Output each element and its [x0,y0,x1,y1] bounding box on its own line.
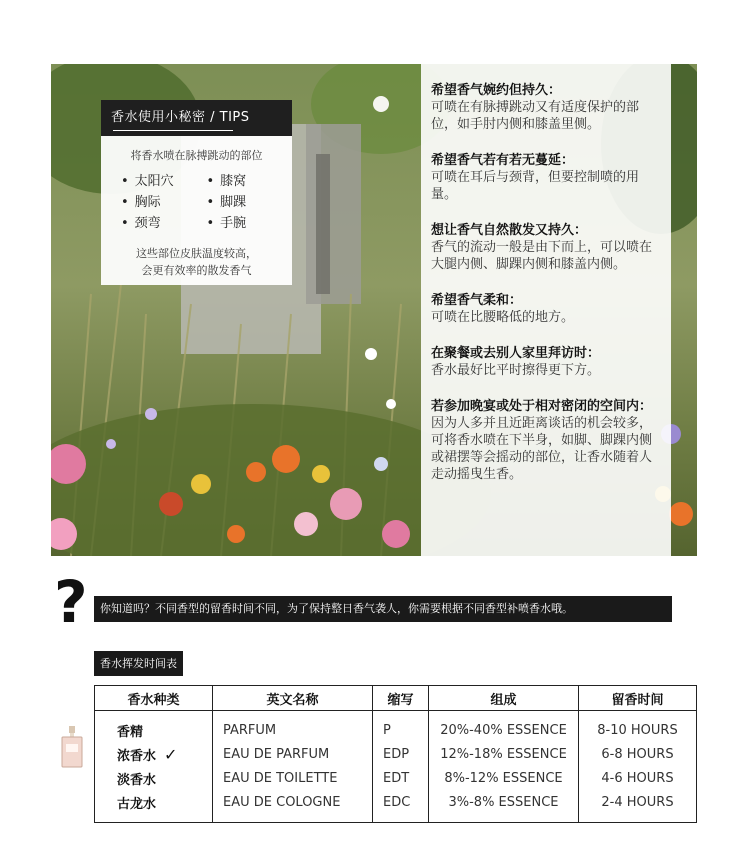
cell-abbr: P [373,711,429,743]
cell-english: EAU DE TOILETTE [213,767,373,791]
tips-subtitle: 将香水喷在脉搏跳动的部位 [130,149,263,162]
cell-abbr: EDP [373,743,429,767]
table-header-row [95,686,697,711]
tips-title: 香水使用小秘密 / TIPS [101,100,292,136]
cell-composition: 20%-40% ESSENCE [429,711,579,743]
pulse-point-list [101,163,292,233]
cell-abbr: EDT [373,767,429,791]
cell-english: EAU DE PARFUM [213,743,373,767]
advice-item [431,82,663,133]
header-composition: 组成 [429,686,579,711]
pulse-point: • 膝窝 [206,174,247,189]
cell-duration: 6-8 HOURS [579,743,697,767]
pulse-point: • 太阳穴 [121,174,174,189]
cell-composition: 3%-8% ESSENCE [429,791,579,823]
question-banner: 你知道吗？不同香型的留香时间不同，为了保持整日香气袭人，你需要根据不同香型补喷香水哦。 [94,596,672,622]
advice-item [431,292,663,326]
table-row [95,767,697,791]
advice-title: 希望香气若有若无蔓延： [431,153,575,168]
advice-body: 香水最好比平时擦得更下方。 [431,363,601,378]
advice-body: 香气的流动一般是由下而上，可以喷在大腿内侧、脚踝内侧和膝盖内侧。 [431,240,653,272]
header-english: 英文名称 [213,686,373,711]
garden-hero-image [51,64,697,556]
tips-card [101,100,292,285]
tips-title-underline [113,130,233,131]
cell-duration: 2-4 HOURS [579,791,697,823]
advice-item [431,152,663,203]
cell-composition: 8%-12% ESSENCE [429,767,579,791]
advice-item [431,222,663,273]
cell-composition: 12%-18% ESSENCE [429,743,579,767]
advice-body: 可喷在有脉搏跳动又有适度保护的部位，如手肘内侧和膝盖里侧。 [431,100,640,132]
pulse-point: • 脚踝 [206,195,247,210]
advice-item [431,398,663,483]
cell-type: 淡香水 [95,767,213,791]
advice-body: 可喷在比腰略低的地方。 [431,310,575,325]
tips-note: 这些部位皮肤温度较高， 会更有效率的散发香气 [136,247,257,277]
advice-title: 希望香气婉约但持久： [431,83,562,98]
check-mark-icon: ✓ [164,745,178,764]
header-duration: 留香时间 [579,686,697,711]
advice-panel [421,64,671,556]
table-row [95,791,697,823]
cell-english: PARFUM [213,711,373,743]
advice-title: 在聚餐或去别人家里拜访时： [431,346,601,361]
cell-type: 香精 [95,711,213,743]
question-mark-icon: ? [54,568,88,636]
advice-title: 希望香气柔和： [431,293,523,308]
header-abbr: 缩写 [373,686,429,711]
pulse-point: • 颈弯 [121,216,161,231]
table-label: 香水挥发时间表 [94,651,183,676]
advice-body: 因为人多并且近距离谈话的机会较多，可将香水喷在下半身，如脚、脚踝内侧或裙摆等会摇动的部位，让香水随着人走动摇曳生香。 [431,416,653,482]
table-row [95,743,697,767]
cell-type: 古龙水 [95,791,213,823]
advice-body: 可喷在耳后与颈背，但要控制喷的用量。 [431,170,640,202]
advice-title: 想让香气自然散发又持久： [431,223,588,238]
advice-title: 若参加晚宴或处于相对密闭的空间内： [431,399,653,414]
cell-abbr: EDC [373,791,429,823]
header-type: 香水种类 [95,686,213,711]
advice-item [431,345,663,379]
cell-duration: 4-6 HOURS [579,767,697,791]
cell-duration: 8-10 HOURS [579,711,697,743]
table-row [95,711,697,743]
cell-english: EAU DE COLOGNE [213,791,373,823]
cell-type: 浓香水 ✓ [95,743,213,767]
perfume-bottle-icon [60,726,84,768]
perfume-evaporation-table [94,685,697,823]
pulse-point: • 手腕 [206,216,247,231]
pulse-point: • 胸际 [121,195,161,210]
